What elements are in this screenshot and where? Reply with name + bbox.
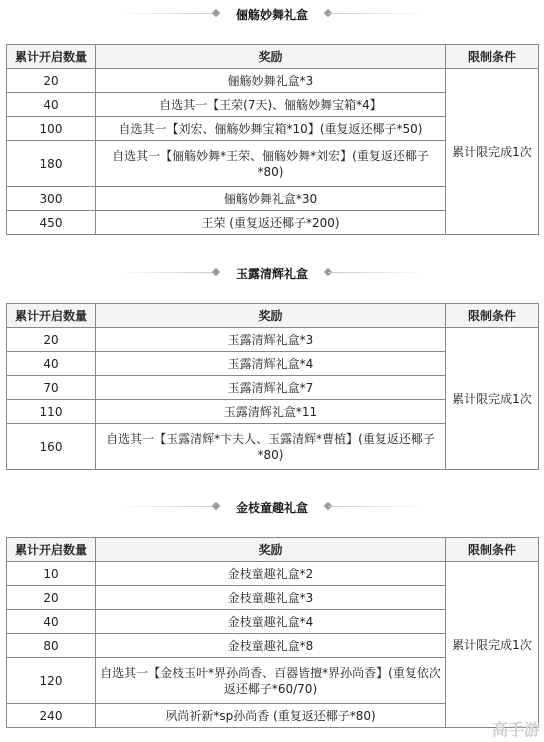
count-cell: 180 [7, 141, 96, 187]
section-title: 金枝童趣礼盒 [235, 501, 308, 515]
reward-cell: 自选其一【刘宏、俪觞妙舞宝箱*10】(重复返还椰子*50) [96, 117, 446, 141]
count-cell: 20 [7, 328, 96, 352]
table-header-row [7, 538, 539, 562]
condition-cell: 累计限完成1次 [446, 562, 539, 728]
table-header-row [7, 45, 539, 69]
watermark-logo: 高手游 [491, 720, 540, 739]
reward-cell: 王荣 (重复返还椰子*200) [96, 211, 446, 235]
count-cell: 160 [7, 424, 96, 470]
count-cell: 40 [7, 93, 96, 117]
divider-right [328, 272, 428, 273]
count-cell: 40 [7, 610, 96, 634]
header-reward: 奖励 [96, 304, 446, 328]
header-condition: 限制条件 [446, 45, 539, 69]
section-title: 俪觞妙舞礼盒 [235, 8, 308, 22]
table-row [7, 328, 539, 352]
table-header-row [7, 304, 539, 328]
count-cell: 110 [7, 400, 96, 424]
reward-cell: 玉露清辉礼盒*4 [96, 352, 446, 376]
condition-cell: 累计限完成1次 [446, 69, 539, 235]
section-title-bar [6, 4, 538, 24]
reward-cell: 金枝童趣礼盒*8 [96, 634, 446, 658]
reward-table [6, 537, 539, 728]
reward-cell: 金枝童趣礼盒*3 [96, 586, 446, 610]
reward-cell: 玉露清辉礼盒*11 [96, 400, 446, 424]
header-count: 累计开启数量 [7, 45, 96, 69]
count-cell: 80 [7, 634, 96, 658]
reward-cell: 自选其一【王荣(7天)、俪觞妙舞宝箱*4】 [96, 93, 446, 117]
reward-cell: 自选其一【玉露清辉*卞夫人、玉露清辉*曹植】(重复返还椰子*80) [96, 424, 446, 470]
count-cell: 300 [7, 187, 96, 211]
section-title: 玉露清辉礼盒 [235, 267, 308, 281]
count-cell: 20 [7, 69, 96, 93]
count-cell: 120 [7, 658, 96, 704]
count-cell: 100 [7, 117, 96, 141]
count-cell: 240 [7, 704, 96, 728]
section-title-bar [6, 497, 538, 517]
header-condition: 限制条件 [446, 304, 539, 328]
count-cell: 20 [7, 586, 96, 610]
divider-right [328, 13, 428, 14]
reward-table [6, 303, 539, 470]
divider-right [328, 506, 428, 507]
reward-cell: 自选其一【俪觞妙舞*王荣、俪觞妙舞*刘宏】(重复返还椰子*80) [96, 141, 446, 187]
reward-cell: 俪觞妙舞礼盒*30 [96, 187, 446, 211]
count-cell: 40 [7, 352, 96, 376]
reward-cell: 玉露清辉礼盒*3 [96, 328, 446, 352]
reward-cell: 玉露清辉礼盒*7 [96, 376, 446, 400]
count-cell: 10 [7, 562, 96, 586]
header-reward: 奖励 [96, 45, 446, 69]
condition-cell: 累计限完成1次 [446, 328, 539, 470]
header-condition: 限制条件 [446, 538, 539, 562]
header-reward: 奖励 [96, 538, 446, 562]
reward-cell: 金枝童趣礼盒*4 [96, 610, 446, 634]
count-cell: 70 [7, 376, 96, 400]
reward-table [6, 44, 539, 235]
section-title-bar [6, 263, 538, 283]
reward-cell: 金枝童趣礼盒*2 [96, 562, 446, 586]
reward-cell: 俪觞妙舞礼盒*3 [96, 69, 446, 93]
header-count: 累计开启数量 [7, 304, 96, 328]
table-row [7, 69, 539, 93]
table-row [7, 562, 539, 586]
count-cell: 450 [7, 211, 96, 235]
header-count: 累计开启数量 [7, 538, 96, 562]
reward-cell: 夙尚祈新*sp孙尚香 (重复返还椰子*80) [96, 704, 446, 728]
reward-cell: 自选其一【金枝玉叶*界孙尚香、百器皆擅*界孙尚香】(重复依次返还椰子*60/70) [96, 658, 446, 704]
